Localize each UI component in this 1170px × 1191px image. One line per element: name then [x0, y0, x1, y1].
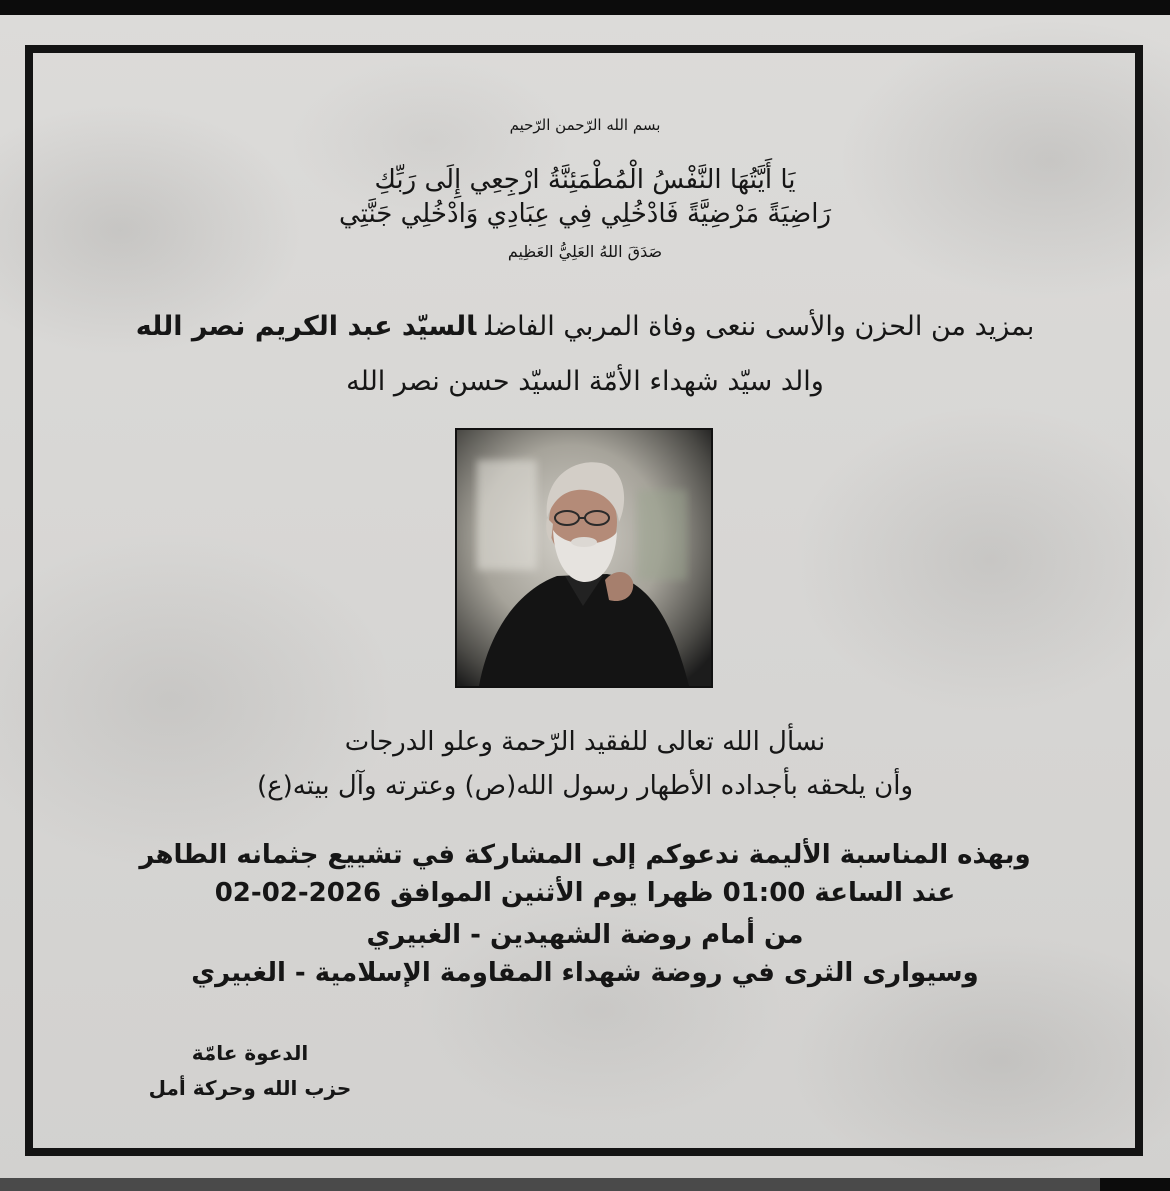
prayer-line-2: وأن يلحقه بأجداده الأطهار رسول الله(ص) وعترته وآل بيته(ع) [256, 771, 914, 801]
funeral-departure: من أمام روضة الشهيدين - الغبيري [366, 920, 804, 950]
deceased-relation: والد سيّد شهداء الأمّة السيّد حسن نصر الله [346, 366, 824, 397]
funeral-burial: وسيوارى الثرى في روضة شهداء المقاومة الإسلامية - الغبيري [191, 958, 979, 988]
portrait-drawing [457, 430, 711, 686]
background-foliage [637, 490, 687, 580]
top-bar [0, 0, 1170, 15]
funeral-time: عند الساعة 01:00 ظهرا يوم الأثنين الموافق 2026-02-02 [214, 878, 956, 908]
announcement-intro: بمزيد من الحزن والأسى ننعى وفاة المربي الفاضل [485, 311, 1035, 342]
announcement-intro-line [60, 305, 1110, 349]
funeral-invitation: وبهذه المناسبة الأليمة ندعوكم إلى المشاركة في تشييع جثمانه الطاهر [139, 840, 1031, 870]
signatories: حزب الله وحركة أمل [148, 1076, 352, 1100]
prayer-line-1: نسأل الله تعالى للفقيد الرّحمة وعلو الدرجات [344, 727, 826, 757]
verse-closing: صَدَقَ اللهُ العَلِيُّ العَظِيم [507, 242, 663, 261]
basmala: بسم الله الرّحمن الرّحيم [509, 116, 661, 134]
verse-line-1: يَا أَيَّتُهَا النَّفْسُ الْمُطْمَئِنَّةُ ارْجِعِي إِلَى رَبِّكِ [374, 165, 796, 195]
verse-line-2: رَاضِيَةً مَرْضِيَّةً فَادْخُلِي فِي عِبَادِي وَادْخُلِي جَنَّتِي [338, 199, 832, 229]
invitation-note: الدعوة عامّة [191, 1041, 309, 1065]
portrait-photo [455, 428, 713, 688]
deceased-name: السيّد عبد الكريم نصر الله [135, 311, 477, 342]
bottom-bar [0, 1178, 1170, 1191]
background-window-light [477, 460, 537, 570]
mustache [571, 537, 597, 547]
